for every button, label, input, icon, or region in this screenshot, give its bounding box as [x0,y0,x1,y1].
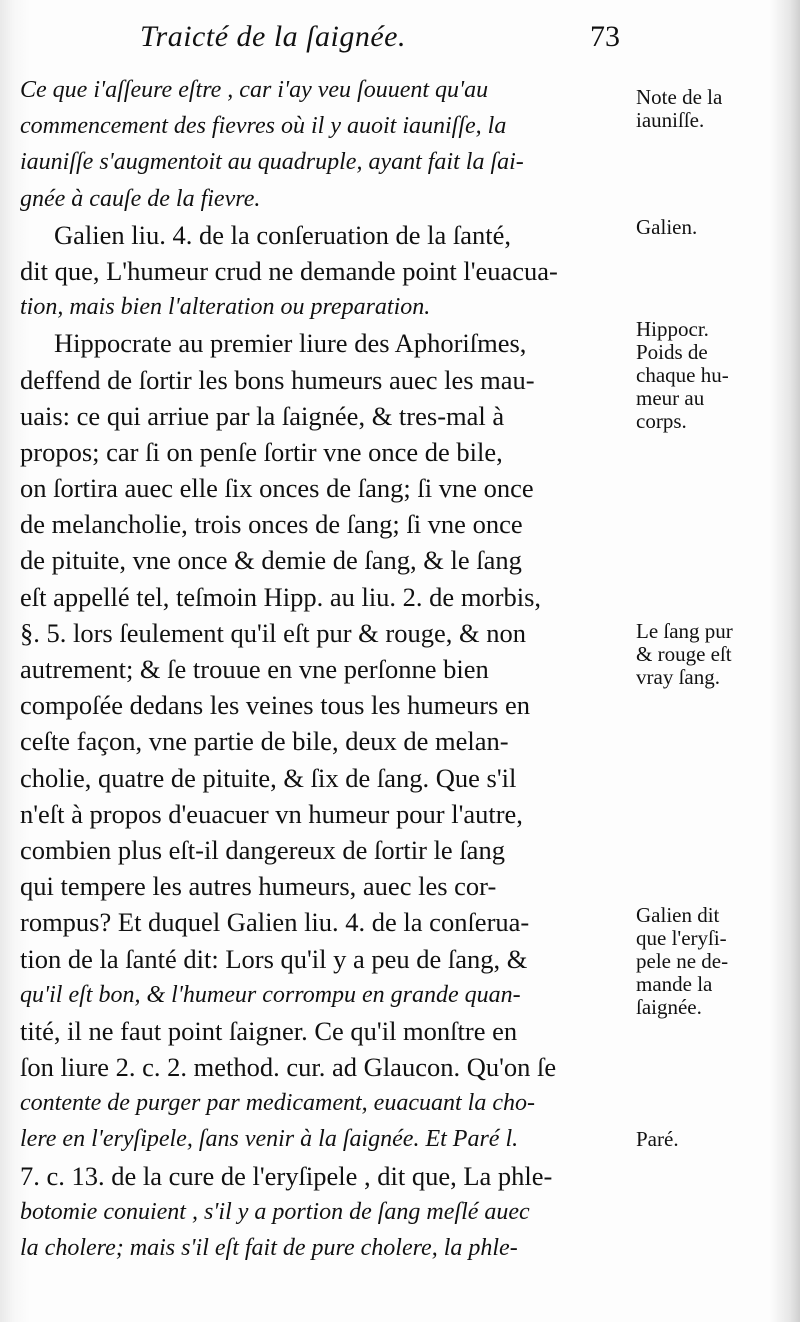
text-line: propos; car ſi on penſe ſortir vne once de bile, [20,436,503,467]
text-line: de melancholie, trois onces de ſang; ſi vne once [20,509,523,540]
margin-note [636,86,786,132]
text-line: combien plus eſt-il dangereux de ſortir le ſang [20,834,505,865]
text-line: rompus? Et duquel Galien liu. 4. de la conſerua- [20,907,530,938]
text-line: contente de purger par medicament, euacuant la cho- [20,1090,535,1117]
text-line: compoſée dedans les veines tous les humeurs en [20,690,530,721]
margin-note-line: corps. [636,409,687,433]
text-line: on ſortira auec elle ſix onces de ſang; ſi vne once [20,473,534,504]
text-line: autrement; & ſe trouue en vne perſonne bien [20,654,489,684]
margin-note-line: Poids de [636,340,708,364]
margin-note-line: pele ne de- [636,949,729,973]
margin-note-line: Paré. [636,1127,679,1151]
text-line: tion, mais bien l'alteration ou preparation. [20,294,431,321]
margin-note-line: vray ſang. [636,665,720,689]
text-line: Galien liu. 4. de la conſeruation de la ſanté, [54,219,511,250]
text-line: ceſte façon, vne partie de bile, deux de melan- [20,726,509,757]
text-line: n'eſt à propos d'euacuer vn humeur pour l'autre, [20,798,523,829]
margin-note [636,1128,786,1151]
text-line: uais: ce qui arriue par la ſaignée, & tres-mal à [20,400,505,431]
margin-note-line: iauniſſe. [636,108,705,132]
text-line: dit que, L'humeur crud ne demande point l'euacua- [20,255,558,286]
margin-note-line: Galien. [636,215,698,239]
margin-note-line: meur au [636,386,705,410]
margin-note-line: Le ſang pur [636,619,733,643]
margin-note-line: chaque hu- [636,363,729,387]
page-header [140,20,640,60]
text-line: 7. c. 13. de la cure de l'eryſipele , dit que, La phle- [20,1160,553,1191]
text-line: commencement des fievres où il y auoit iauniſſe, la [20,113,507,140]
margin-note [636,904,786,1019]
text-line: deffend de ſortir les bons humeurs auec les mau- [20,364,535,395]
text-line: qui tempere les autres humeurs, auec les cor- [20,871,497,902]
margin-note [636,620,786,689]
text-line: qu'il eſt bon, & l'humeur corrompu en grande quan- [20,981,521,1008]
margin-note-line: ſaignée. [636,995,702,1019]
margin-note-line: Galien dit [636,903,720,927]
text-line: botomie conuient , s'il y a portion de ſang meſlé auec [20,1198,530,1225]
text-line: de pituite, vne once & demie de ſang, & le ſang [20,545,522,576]
text-line: iauniſſe s'augmentoit au quadruple, ayant fait la ſai- [20,149,524,176]
text-line: tité, il ne faut point ſaigner. Ce qu'il monſtre en [20,1015,518,1046]
text-line: Ce que i'aſſeure eſtre , car i'ay veu ſouuent qu'au [20,77,489,103]
running-title: Traicté de la ſaignée. [140,20,406,53]
body-text [20,72,632,1266]
margin-note-line: mande la [636,972,713,996]
margin-note-line: Note de la [636,85,723,109]
margin-note-line: Hippocr. [636,317,709,341]
page-number: 73 [590,20,620,53]
text-line: gnée à cauſe de la fievre. [20,185,261,212]
margin-note-line: & rouge eſt [636,642,732,666]
text-line: eſt appellé tel, teſmoin Hipp. au liu. 2. de morbis, [20,581,542,612]
text-line: ſon liure 2. c. 2. method. cur. ad Glaucon. Qu'on ſe [20,1052,557,1083]
text-line: Hippocrate au premier liure des Aphoriſmes, [54,328,527,359]
text-line: lere en l'eryſipele, ſans venir à la ſaignée. Et Paré l. [20,1126,519,1153]
text-line: cholie, quatre de pituite, & ſix de ſang. Que s'il [20,762,517,793]
text-line: tion de la ſanté dit: Lors qu'il y a peu de ſang, & [20,943,528,974]
margin-note [636,216,786,239]
margin-note-line: que l'eryſi- [636,926,727,950]
margin-note [636,318,786,433]
text-line: §. 5. lors ſeulement qu'il eſt pur & rouge, & non [20,617,526,648]
text-line: la cholere; mais s'il eſt fait de pure cholere, la phle- [20,1235,518,1261]
